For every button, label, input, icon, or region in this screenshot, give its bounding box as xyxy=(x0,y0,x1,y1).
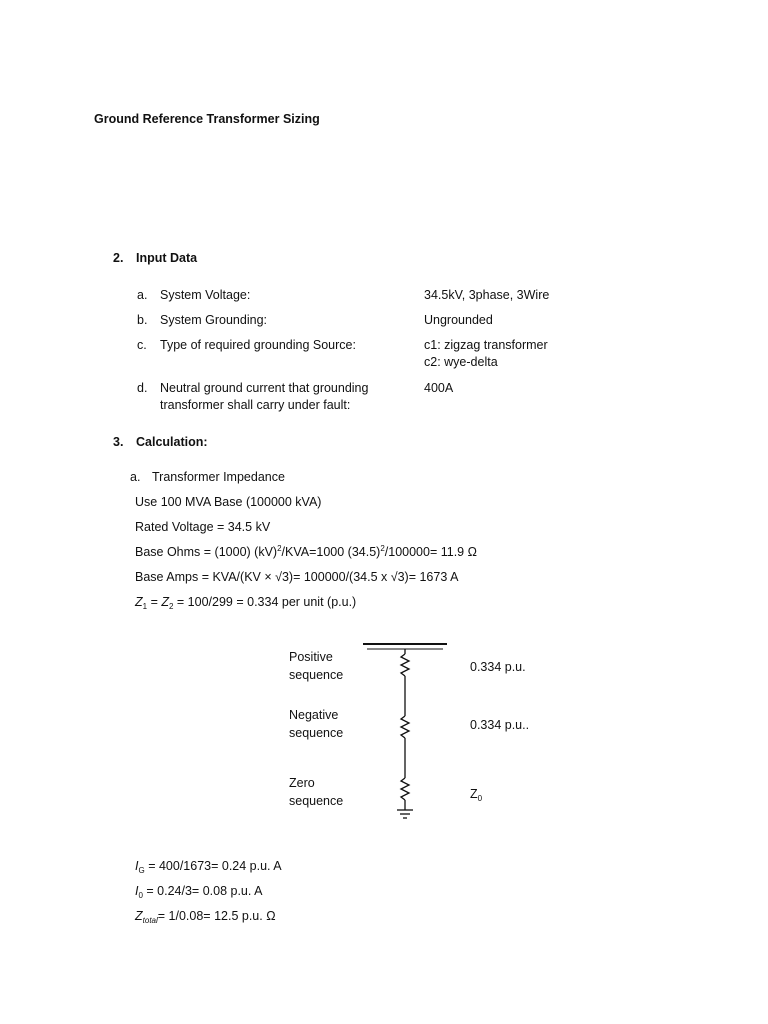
diagram-label: sequence xyxy=(289,726,344,740)
sub-letter: a. xyxy=(130,470,141,484)
calc-line-base-ohms xyxy=(135,544,477,561)
item-value: 400A xyxy=(424,381,454,395)
zero-sequence-resistor xyxy=(401,778,409,800)
symbol: Z xyxy=(470,787,478,801)
section-heading: Input Data xyxy=(136,251,198,265)
symbol: Z xyxy=(161,595,169,609)
formula-text: /100000= 11.9 Ω xyxy=(384,545,477,559)
item-letter: d. xyxy=(137,381,148,395)
calc-line: Base Amps = KVA/(KV × √3)= 100000/(34.5 x √3)= 1673 A xyxy=(135,570,459,584)
item-value: c1: zigzag transformer xyxy=(424,338,548,352)
section-number: 3. xyxy=(113,435,124,449)
diagram-label: sequence xyxy=(289,668,344,682)
page-title: Ground Reference Transformer Sizing xyxy=(94,112,320,126)
item-letter: b. xyxy=(137,313,148,327)
formula-text: = 400/1673= 0.24 p.u. A xyxy=(144,859,282,873)
superscript: 2 xyxy=(277,544,282,553)
subscript: 1 xyxy=(142,602,148,611)
subscript: total xyxy=(142,916,158,925)
symbol: Z xyxy=(135,909,143,923)
section-number: 2. xyxy=(113,251,124,265)
calc-line: Use 100 MVA Base (100000 kVA) xyxy=(135,495,322,509)
superscript: 2 xyxy=(380,544,385,553)
symbol: I xyxy=(135,884,139,898)
diagram-label: Positive xyxy=(289,650,333,664)
diagram-value: 0.334 p.u. xyxy=(470,660,526,674)
sequence-network-diagram xyxy=(355,640,455,825)
subscript: 2 xyxy=(168,602,174,611)
sub-heading: Transformer Impedance xyxy=(152,470,285,484)
calc-line: Rated Voltage = 34.5 kV xyxy=(135,520,271,534)
item-label: transformer shall carry under fault: xyxy=(160,398,351,412)
diagram-label: Zero xyxy=(289,776,315,790)
diagram-value-z0 xyxy=(470,786,482,803)
result-ztotal xyxy=(135,908,276,925)
formula-text: Base Ohms = (1000) (kV) xyxy=(135,545,278,559)
item-label: System Grounding: xyxy=(160,313,267,327)
subscript: 0 xyxy=(138,891,143,900)
formula-text: = xyxy=(147,595,162,609)
item-value: Ungrounded xyxy=(424,313,493,327)
result-ig xyxy=(135,858,282,875)
item-value: c2: wye-delta xyxy=(424,355,498,369)
subscript: 0 xyxy=(477,794,483,803)
formula-text: = 0.24/3= 0.08 p.u. A xyxy=(142,884,263,898)
symbol: Z xyxy=(135,595,143,609)
result-i0 xyxy=(135,883,262,900)
formula-text: /KVA=1000 (34.5) xyxy=(281,545,381,559)
diagram-value: 0.334 p.u.. xyxy=(470,718,530,732)
formula-text: = 100/299 = 0.334 per unit (p.u.) xyxy=(173,595,357,609)
symbol: I xyxy=(135,859,139,873)
item-label: System Voltage: xyxy=(160,288,251,302)
positive-sequence-resistor xyxy=(401,654,409,676)
item-label: Neutral ground current that grounding xyxy=(160,381,369,395)
section-heading: Calculation: xyxy=(136,435,208,449)
diagram-label: sequence xyxy=(289,794,344,808)
subscript: G xyxy=(138,866,145,875)
item-letter: c. xyxy=(137,338,147,352)
item-letter: a. xyxy=(137,288,148,302)
negative-sequence-resistor xyxy=(401,716,409,738)
formula-text: = 1/0.08= 12.5 p.u. Ω xyxy=(157,909,276,923)
calc-line-z xyxy=(135,594,356,611)
diagram-label: Negative xyxy=(289,708,339,722)
item-value: 34.5kV, 3phase, 3Wire xyxy=(424,288,550,302)
item-label: Type of required grounding Source: xyxy=(160,338,356,352)
